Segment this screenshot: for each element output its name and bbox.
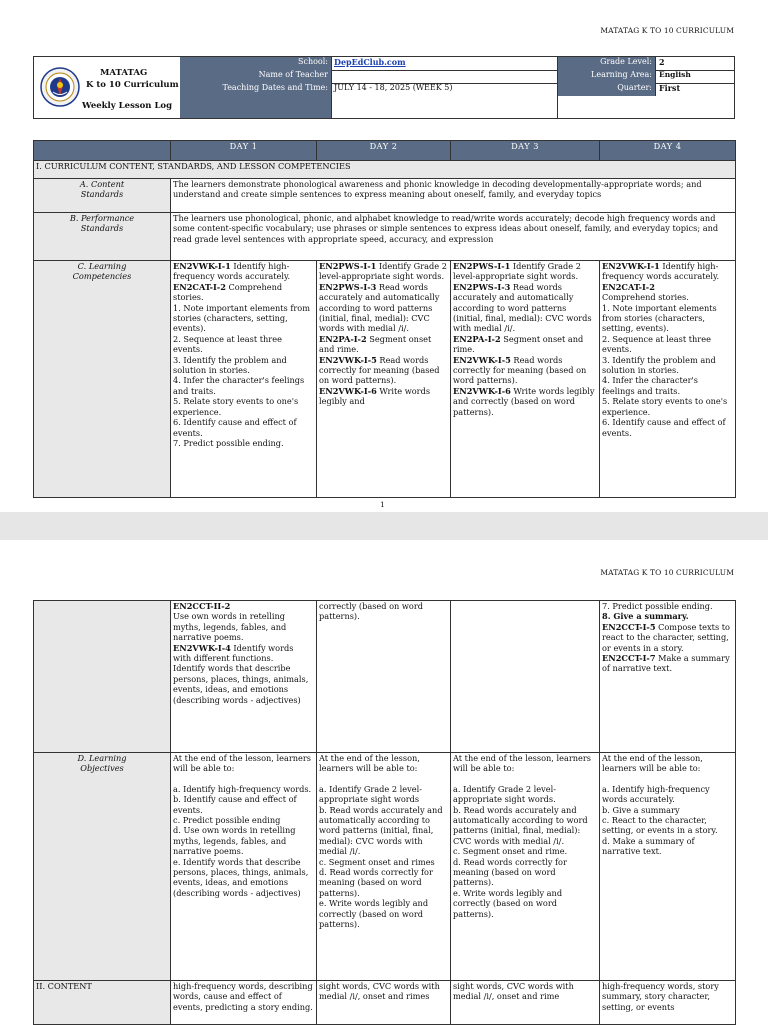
competency-text: 3. Identify the problem and solution in stories. [602,354,716,376]
objective-item: b. Give a summary [602,804,680,815]
competency-code: EN2VWK-I-1 [173,261,231,271]
competency-code: 8. Give a summary. [602,611,689,622]
objectives-day4 [600,753,736,981]
competencies-label-cont [34,601,171,753]
performance-standards-label: B. Performance Standards [34,213,171,261]
objective-item: c. Segment onset and rime. [453,846,568,857]
competency-line [602,334,733,355]
objective-item: c. Segment onset and rimes [319,856,435,867]
competency-text: Comprehend stories. [173,281,283,303]
competency-line [602,292,733,302]
school-label: School: [180,57,332,70]
content-standards-row [34,179,736,213]
grade-value: 2 [659,57,665,67]
competency-text: Read words accurately and automatically according to word patterns (initial, final, medial): CVC words with medial /i/. [453,281,592,334]
lesson-table-p2 [33,600,736,1025]
competency-line [173,355,314,376]
competency-line [173,611,314,642]
competency-line [173,375,314,396]
objective-item: a. Identify Grade 2 level-appropriate sight words. [453,783,557,805]
competency-text: Read words accurately and automatically according to word patterns (initial, final, medial): CVC words with medial /i/. [319,281,440,334]
competency-line [602,303,733,334]
competency-code: EN2VWK-I-6 [453,385,511,396]
competency-text: 1. Note important elements from stories (characters, setting, events). [173,302,310,334]
competency-text: Compose texts to react to the character, setting, or events in a story. [602,621,730,653]
competency-line [173,663,314,705]
competency-text: 3. Identify the problem and solution in stories. [173,354,287,376]
performance-standards-row [34,213,736,261]
day-1-header: DAY 1 [171,141,317,161]
competency-code: EN2PA-I-2 [453,333,501,344]
objective-item: d. Use own words in retelling myths, legends, fables, and narrative poems. [173,825,296,857]
dates-value: JULY 14 - 18, 2025 (WEEK 5) [332,83,558,118]
day-2-header: DAY 2 [317,141,451,161]
competency-text: 5. Relate story events to one's experience. [602,396,728,417]
content-day1: high-frequency words, describing words, cause and effect of events, predicting a story ending. [171,981,317,1025]
competency-code: EN2CCT-I-5 [602,621,656,632]
teacher-value [332,70,558,83]
competency-text: Write words legibly and [319,385,431,407]
competency-line [602,622,733,653]
competencies-day4-cont [600,601,736,753]
competency-line [453,355,597,386]
competency-code: EN2PWS-I-3 [319,281,377,292]
header-row-teacher [180,70,734,84]
competency-line [173,334,314,355]
competencies-day1 [171,261,317,498]
day-header-row [34,141,736,161]
competency-text: 4. Infer the character's feelings and traits. [602,375,698,396]
competency-code: EN2VWK-I-1 [602,261,660,271]
objectives-label: D. Learning Objectives [34,753,171,981]
competency-code: EN2CCT-II-2 [173,601,231,611]
objective-item: d. Read words correctly for meaning (based on word patterns). [453,856,567,888]
competency-line [173,601,314,611]
competency-text: Segment onset and rime. [319,333,432,355]
competency-code: EN2PWS-I-1 [319,261,377,271]
competency-line [319,261,448,282]
content-standards-text: The learners demonstrate phonological awareness and phonic knowledge in decoding developmentally-appropriate words; and understand and create simple sentences to express meaning about oneself, family, and everyday topics [171,179,736,213]
quarter-label: Quarter: [558,83,656,96]
page-1 [0,0,768,512]
competency-code: EN2VWK-I-5 [319,354,377,365]
objectives-row [34,753,736,981]
logo-title-3: Weekly Lesson Log [82,101,173,111]
competency-text: Read words correctly for meaning (based on word patterns). [319,354,440,386]
quarter-value: First [659,83,681,93]
objectives-intro: At the end of the lesson, learners will be able to: [602,753,703,774]
competency-line [453,261,597,282]
competency-text: 6. Identify cause and effect of events. [173,417,297,438]
competencies-label: C. Learning Competencies [34,261,171,498]
competency-text: Comprehend stories. [602,292,689,303]
objective-item: e. Write words legibly and correctly (based on word patterns). [319,898,429,930]
competency-text: Make a summary of narrative text. [602,653,730,674]
grade-label: Grade Level: [558,57,656,70]
competency-line [319,282,448,334]
competency-code: EN2CAT-I-2 [173,281,226,292]
objective-item: d. Read words correctly for meaning (based on word patterns). [319,867,433,898]
competency-line [173,396,314,417]
content-standards-label: A. Content Standards [34,179,171,213]
content-day4: high-frequency words, story summary, story character, setting, or events [600,981,736,1025]
competency-line [319,334,448,355]
school-link[interactable]: DepEdClub.com [334,57,406,67]
competency-text: Write words legibly and correctly (based on word patterns). [453,385,595,417]
competency-line [453,334,597,355]
lesson-table-p1 [33,140,736,498]
competency-line [173,643,314,664]
competency-line [453,386,597,417]
competency-line [173,261,314,282]
logo-cell [34,57,181,118]
competency-code: EN2VWK-I-4 [173,642,231,653]
competency-text: 7. Predict possible ending. [173,437,284,448]
objective-item: a. Identify high-frequency words. [173,783,312,794]
competency-text: 5. Relate story events to one's experience. [173,396,299,417]
competencies-day2 [317,261,451,498]
competency-text: Use own words in retelling myths, legends, fables, and narrative poems. [173,611,287,643]
competency-text: 4. Infer the character's feelings and traits. [173,375,305,396]
day-3-header: DAY 3 [451,141,600,161]
competency-text: 1. Note important elements from stories (characters, setting, events). [602,302,717,334]
objectives-day1 [171,753,317,981]
running-header: MATATAG K TO 10 CURRICULUM [600,26,734,35]
objectives-intro: At the end of the lesson, learners will be able to: [173,753,311,774]
objective-item: b. Identify cause and effect of events. [173,794,297,815]
competency-text: 2. Sequence at least three events. [602,333,711,355]
competency-code: EN2PA-I-2 [319,333,367,344]
objectives-day2 [317,753,451,981]
competency-code: EN2CAT-I-2 [602,281,655,292]
area-value: English [659,70,691,79]
header-row-school [180,57,734,71]
teacher-label: Name of Teacher [180,70,332,83]
competency-line [173,417,314,438]
competency-line [319,601,448,622]
competency-line [319,386,448,407]
objective-item: e. Identify words that describe persons, places, things, animals, events, ideas, and emotions (describing words - adjectives) [173,856,309,898]
area-label: Learning Area: [558,70,656,83]
competency-line [602,261,733,282]
objective-item: c. Predict possible ending [173,815,281,826]
objective-item: c. React to the character, setting, or events in a story. [602,815,718,836]
objective-item: a. Identify Grade 2 level-appropriate sight words [319,783,423,805]
running-header-2: MATATAG K TO 10 CURRICULUM [600,568,734,577]
competency-code: EN2VWK-I-5 [453,354,511,365]
competency-text: Segment onset and rime. [453,333,584,355]
header-block [33,56,735,119]
page-2 [0,540,768,1024]
competency-code: EN2VWK-I-6 [319,385,377,396]
competency-text: Identify words with different functions. [173,642,294,664]
competency-line [602,417,733,438]
competency-text: Identify Grade 2 level-appropriate sight words. [453,261,581,282]
logo-title-1: MATATAG [100,68,148,78]
competencies-day2-cont [317,601,451,753]
competencies-day3 [451,261,600,498]
page-gap [0,512,768,540]
competencies-row-p2 [34,601,736,753]
competencies-row-p1 [34,261,736,498]
content-day3: sight words, CVC words with medial /i/, onset and rime [451,981,600,1025]
competencies-day1-cont [171,601,317,753]
competency-text: correctly (based on word patterns). [319,601,424,622]
dates-label: Teaching Dates and Time: [180,83,332,118]
content-row [34,981,736,1025]
competency-line [602,282,733,292]
competency-line [453,282,597,334]
competencies-day3-cont [451,601,600,753]
objective-item: b. Read words accurately and automatically according to word patterns (initial, final, medial): CVC words with medial /i/. [319,804,443,857]
competency-text: Identify high-frequency words accurately. [602,261,720,282]
objective-item: e. Write words legibly and correctly (based on word patterns). [453,887,563,919]
day-header-blank [34,141,171,161]
competency-code: EN2CCT-I-7 [602,653,656,664]
competency-line [602,375,733,396]
objective-item: d. Make a summary of narrative text. [602,835,695,857]
content-label: II. CONTENT [34,981,171,1025]
competency-text: Identify Grade 2 level-appropriate sight words. [319,261,447,282]
competency-line [173,303,314,334]
content-day2: sight words, CVC words with medial /i/, onset and rimes [317,981,451,1025]
competency-code: EN2PWS-I-1 [453,261,511,271]
competency-line [173,282,314,303]
logo-title-2: K to 10 Curriculum [86,80,179,90]
competency-text: 6. Identify cause and effect of events. [602,417,726,438]
day-4-header: DAY 4 [600,141,736,161]
section-1-row [34,161,736,179]
competency-text: 7. Predict possible ending. [602,601,713,611]
competency-code: EN2PWS-I-3 [453,281,511,292]
competency-text: Identify high-frequency words accurately. [173,261,291,282]
competency-text: 2. Sequence at least three events. [173,333,282,355]
competency-line [602,355,733,376]
competency-line [319,355,448,386]
page-number: 1 [380,500,385,509]
competency-line [602,611,733,621]
objective-item: a. Identify high-frequency words accurately. [602,783,710,805]
objectives-intro: At the end of the lesson, learners will be able to: [453,753,591,774]
objectives-day3 [451,753,600,981]
header-row-dates [180,83,734,118]
competency-line [602,601,733,611]
section-1-title: I. CURRICULUM CONTENT, STANDARDS, AND LESSON COMPETENCIES [34,161,736,179]
objectives-intro: At the end of the lesson, learners will be able to: [319,753,420,774]
competency-line [173,438,314,448]
competency-text: Identify words that describe persons, places, things, animals, events, ideas, and emotions (describing words - adjectives) [173,663,309,705]
school-value [332,57,558,70]
competency-line [602,653,733,674]
deped-seal-icon [40,67,80,107]
objective-item: b. Read words accurately and automatically according to word patterns (initial, final, medial): CVC words with medial /i/. [453,804,588,846]
competency-line [602,396,733,417]
competency-text: Read words correctly for meaning (based on word patterns). [453,354,587,386]
performance-standards-text: The learners use phonological, phonic, and alphabet knowledge to read/write words accurately; decode high frequency words and some content-specific vocabulary; use phrases or simple sentences to express ideas about oneself, family, and everyday topics; and read grade level sentences with appropriate speed, accuracy, and expression [171,213,736,261]
competencies-day4 [600,261,736,498]
